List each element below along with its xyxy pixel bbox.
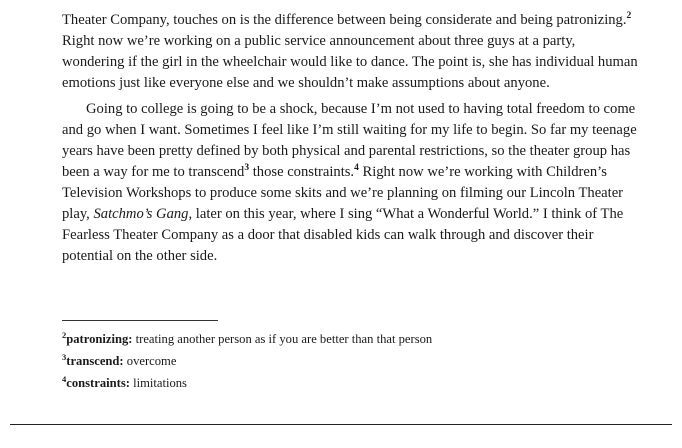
paragraph-2-text-end: , later on this year, where I sing “What a Wonderful World.” I think of The Fearless Theater Company as a door that disabled kids can walk through and discover their potential on the other side. [62, 206, 624, 264]
paragraph-1 [62, 10, 642, 94]
footnote-definition: limitations [129, 376, 187, 390]
footnote-number: 4 [62, 373, 67, 384]
paragraph-1-text: Theater Company, touches on is the difference between being considerate and being patronizing. [62, 12, 627, 28]
footnote-number: 3 [62, 351, 67, 362]
footnote-ref-4[interactable]: 4 [354, 163, 359, 174]
footnote-ref-2[interactable]: 2 [626, 11, 632, 22]
paragraph-2-text: Going to college is going to be a shock, because I’m not used to having total freedom to come and go when I want. Sometimes I feel like I’m still waiting for my life to begin. So far my teenage years have been pretty defined by both physical and parental restrictions, so the theater group has been a way for me to transcend [62, 101, 637, 180]
footnote-term: patronizing: [66, 332, 133, 346]
footnote-term: constraints: [66, 376, 130, 390]
footnote-definition: overcome [123, 354, 177, 368]
paragraph-1-text-cont: Right now we’re working on a public service announcement about three guys at a party, wondering if the girl in the wheelchair would like to dance. The point is, she has individual human emotions just like everyone else and we shouldn’t make assumptions about anyone. [62, 33, 638, 91]
footnote-number: 2 [62, 329, 67, 340]
footnote-2 [62, 328, 622, 350]
play-title: Satchmo’s Gang [93, 206, 189, 222]
footnote-divider [62, 320, 218, 321]
footnote-term: transcend: [66, 354, 124, 368]
paragraph-2-text-cont: those constraints. [249, 164, 355, 180]
footnote-3 [62, 350, 622, 372]
footnote-definition: treating another person as if you are better than that person [132, 332, 433, 346]
paragraph-2 [62, 99, 642, 267]
page-bottom-rule [10, 424, 672, 425]
footnote-ref-3[interactable]: 3 [244, 163, 250, 174]
paragraph-2-text-cont2: Right now we’re working with Children’s Television Workshops to produce some skits and we’re planning on filming our Lincoln Theater play, [62, 164, 624, 222]
footnote-4 [62, 372, 622, 394]
footnotes [62, 328, 622, 394]
body-text [62, 10, 642, 267]
